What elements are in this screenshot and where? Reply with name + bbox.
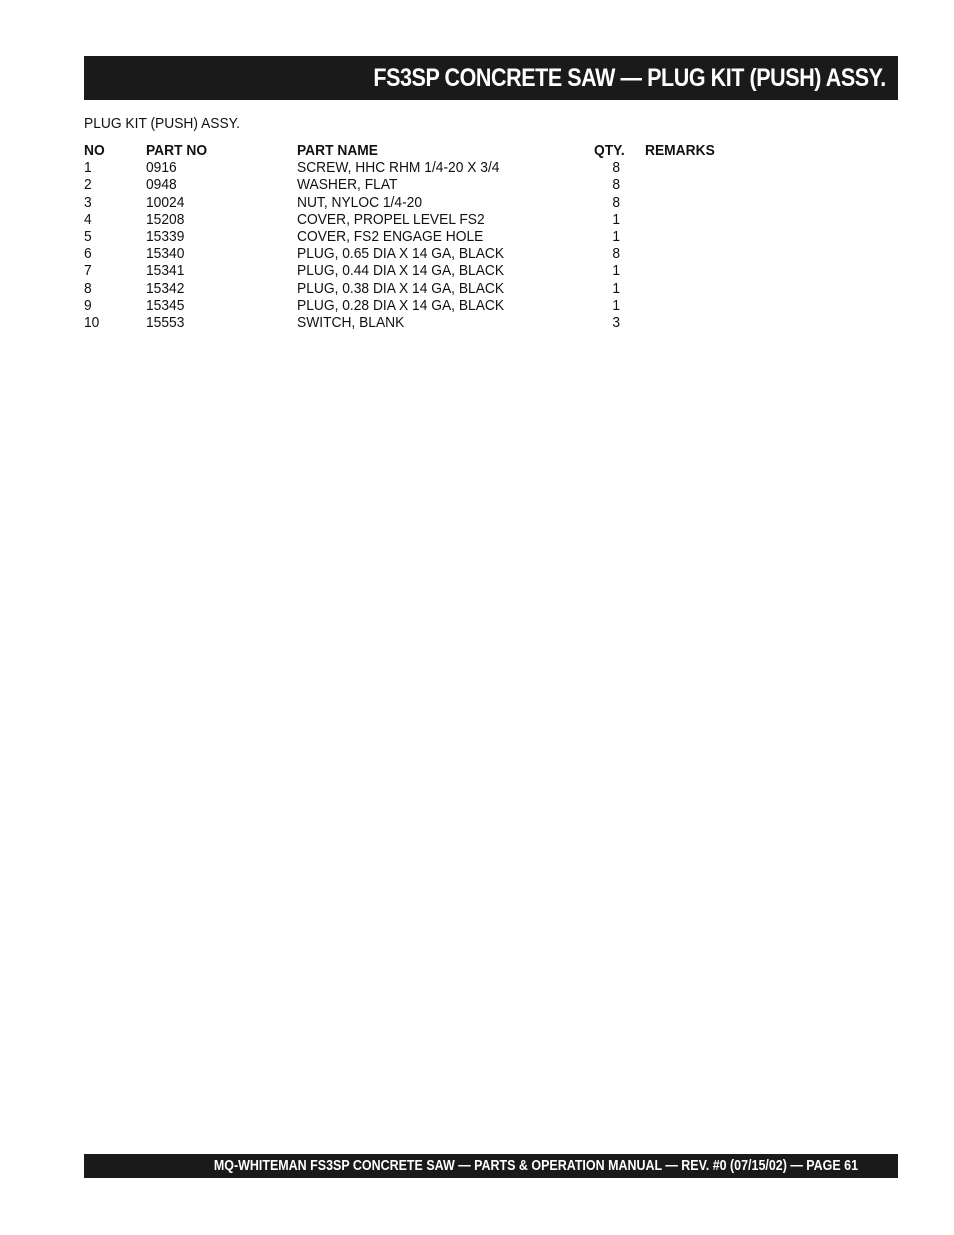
column-header-qty: QTY. (594, 142, 625, 159)
table-row (84, 280, 784, 297)
row-part-name: PLUG, 0.28 DIA X 14 GA, BLACK (297, 296, 505, 314)
row-no: 10 (84, 313, 100, 331)
row-no: 1 (84, 159, 92, 177)
column-header-no: NO (84, 142, 105, 159)
row-part-name: NUT, NYLOC 1/4-20 (297, 193, 423, 211)
row-no: 9 (84, 296, 92, 314)
table-row (84, 159, 784, 176)
row-no: 4 (84, 210, 92, 228)
row-qty: 1 (612, 262, 620, 280)
row-part-no: 10024 (146, 193, 185, 211)
row-qty: 1 (612, 210, 620, 228)
row-part-no: 15208 (146, 210, 185, 228)
page-footer-bar (84, 1154, 898, 1178)
row-part-no: 15345 (146, 296, 185, 314)
row-part-name: COVER, PROPEL LEVEL FS2 (297, 210, 485, 228)
row-part-name: SWITCH, BLANK (297, 313, 405, 331)
table-row (84, 211, 784, 228)
row-part-no: 15342 (146, 279, 185, 297)
row-part-name: WASHER, FLAT (297, 176, 398, 194)
row-part-name: COVER, FS2 ENGAGE HOLE (297, 227, 484, 245)
row-qty: 8 (612, 159, 620, 177)
row-no: 7 (84, 262, 92, 280)
row-qty: 8 (612, 176, 620, 194)
page-title: FS3SP CONCRETE SAW — PLUG KIT (PUSH) ASSY. (373, 63, 886, 92)
column-header-remarks: REMARKS (645, 142, 715, 159)
section-title: PLUG KIT (PUSH) ASSY. (84, 115, 240, 132)
row-part-no: 15340 (146, 245, 185, 263)
table-row (84, 194, 784, 211)
table-row (84, 176, 784, 193)
row-part-name: PLUG, 0.44 DIA X 14 GA, BLACK (297, 262, 505, 280)
row-qty: 8 (612, 245, 620, 263)
table-row (84, 314, 784, 331)
row-part-name: SCREW, HHC RHM 1/4-20 X 3/4 (297, 159, 500, 177)
row-no: 5 (84, 227, 92, 245)
row-no: 6 (84, 245, 92, 263)
row-part-no: 15341 (146, 262, 185, 280)
row-qty: 3 (612, 313, 620, 331)
column-header-part-no: PART NO (146, 142, 208, 159)
table-row (84, 297, 784, 314)
row-qty: 1 (612, 227, 620, 245)
row-part-no: 15339 (146, 227, 185, 245)
table-row (84, 262, 784, 279)
row-part-no: 15553 (146, 313, 185, 331)
row-part-no: 0916 (146, 159, 177, 177)
page-header-bar (84, 56, 898, 100)
row-part-name: PLUG, 0.65 DIA X 14 GA, BLACK (297, 245, 505, 263)
table-row (84, 245, 784, 262)
table-header-row (84, 142, 784, 159)
row-qty: 8 (612, 193, 620, 211)
column-header-part-name: PART NAME (297, 142, 379, 159)
row-no: 8 (84, 279, 92, 297)
footer-text: MQ-WHITEMAN FS3SP CONCRETE SAW — PARTS & OPERATION MANUAL — REV. #0 (07/15/02) — PAGE 61 (213, 1158, 858, 1174)
row-part-name: PLUG, 0.38 DIA X 14 GA, BLACK (297, 279, 505, 297)
row-no: 2 (84, 176, 92, 194)
row-qty: 1 (612, 296, 620, 314)
row-part-no: 0948 (146, 176, 177, 194)
row-qty: 1 (612, 279, 620, 297)
table-row (84, 228, 784, 245)
parts-table (84, 142, 784, 331)
row-no: 3 (84, 193, 92, 211)
